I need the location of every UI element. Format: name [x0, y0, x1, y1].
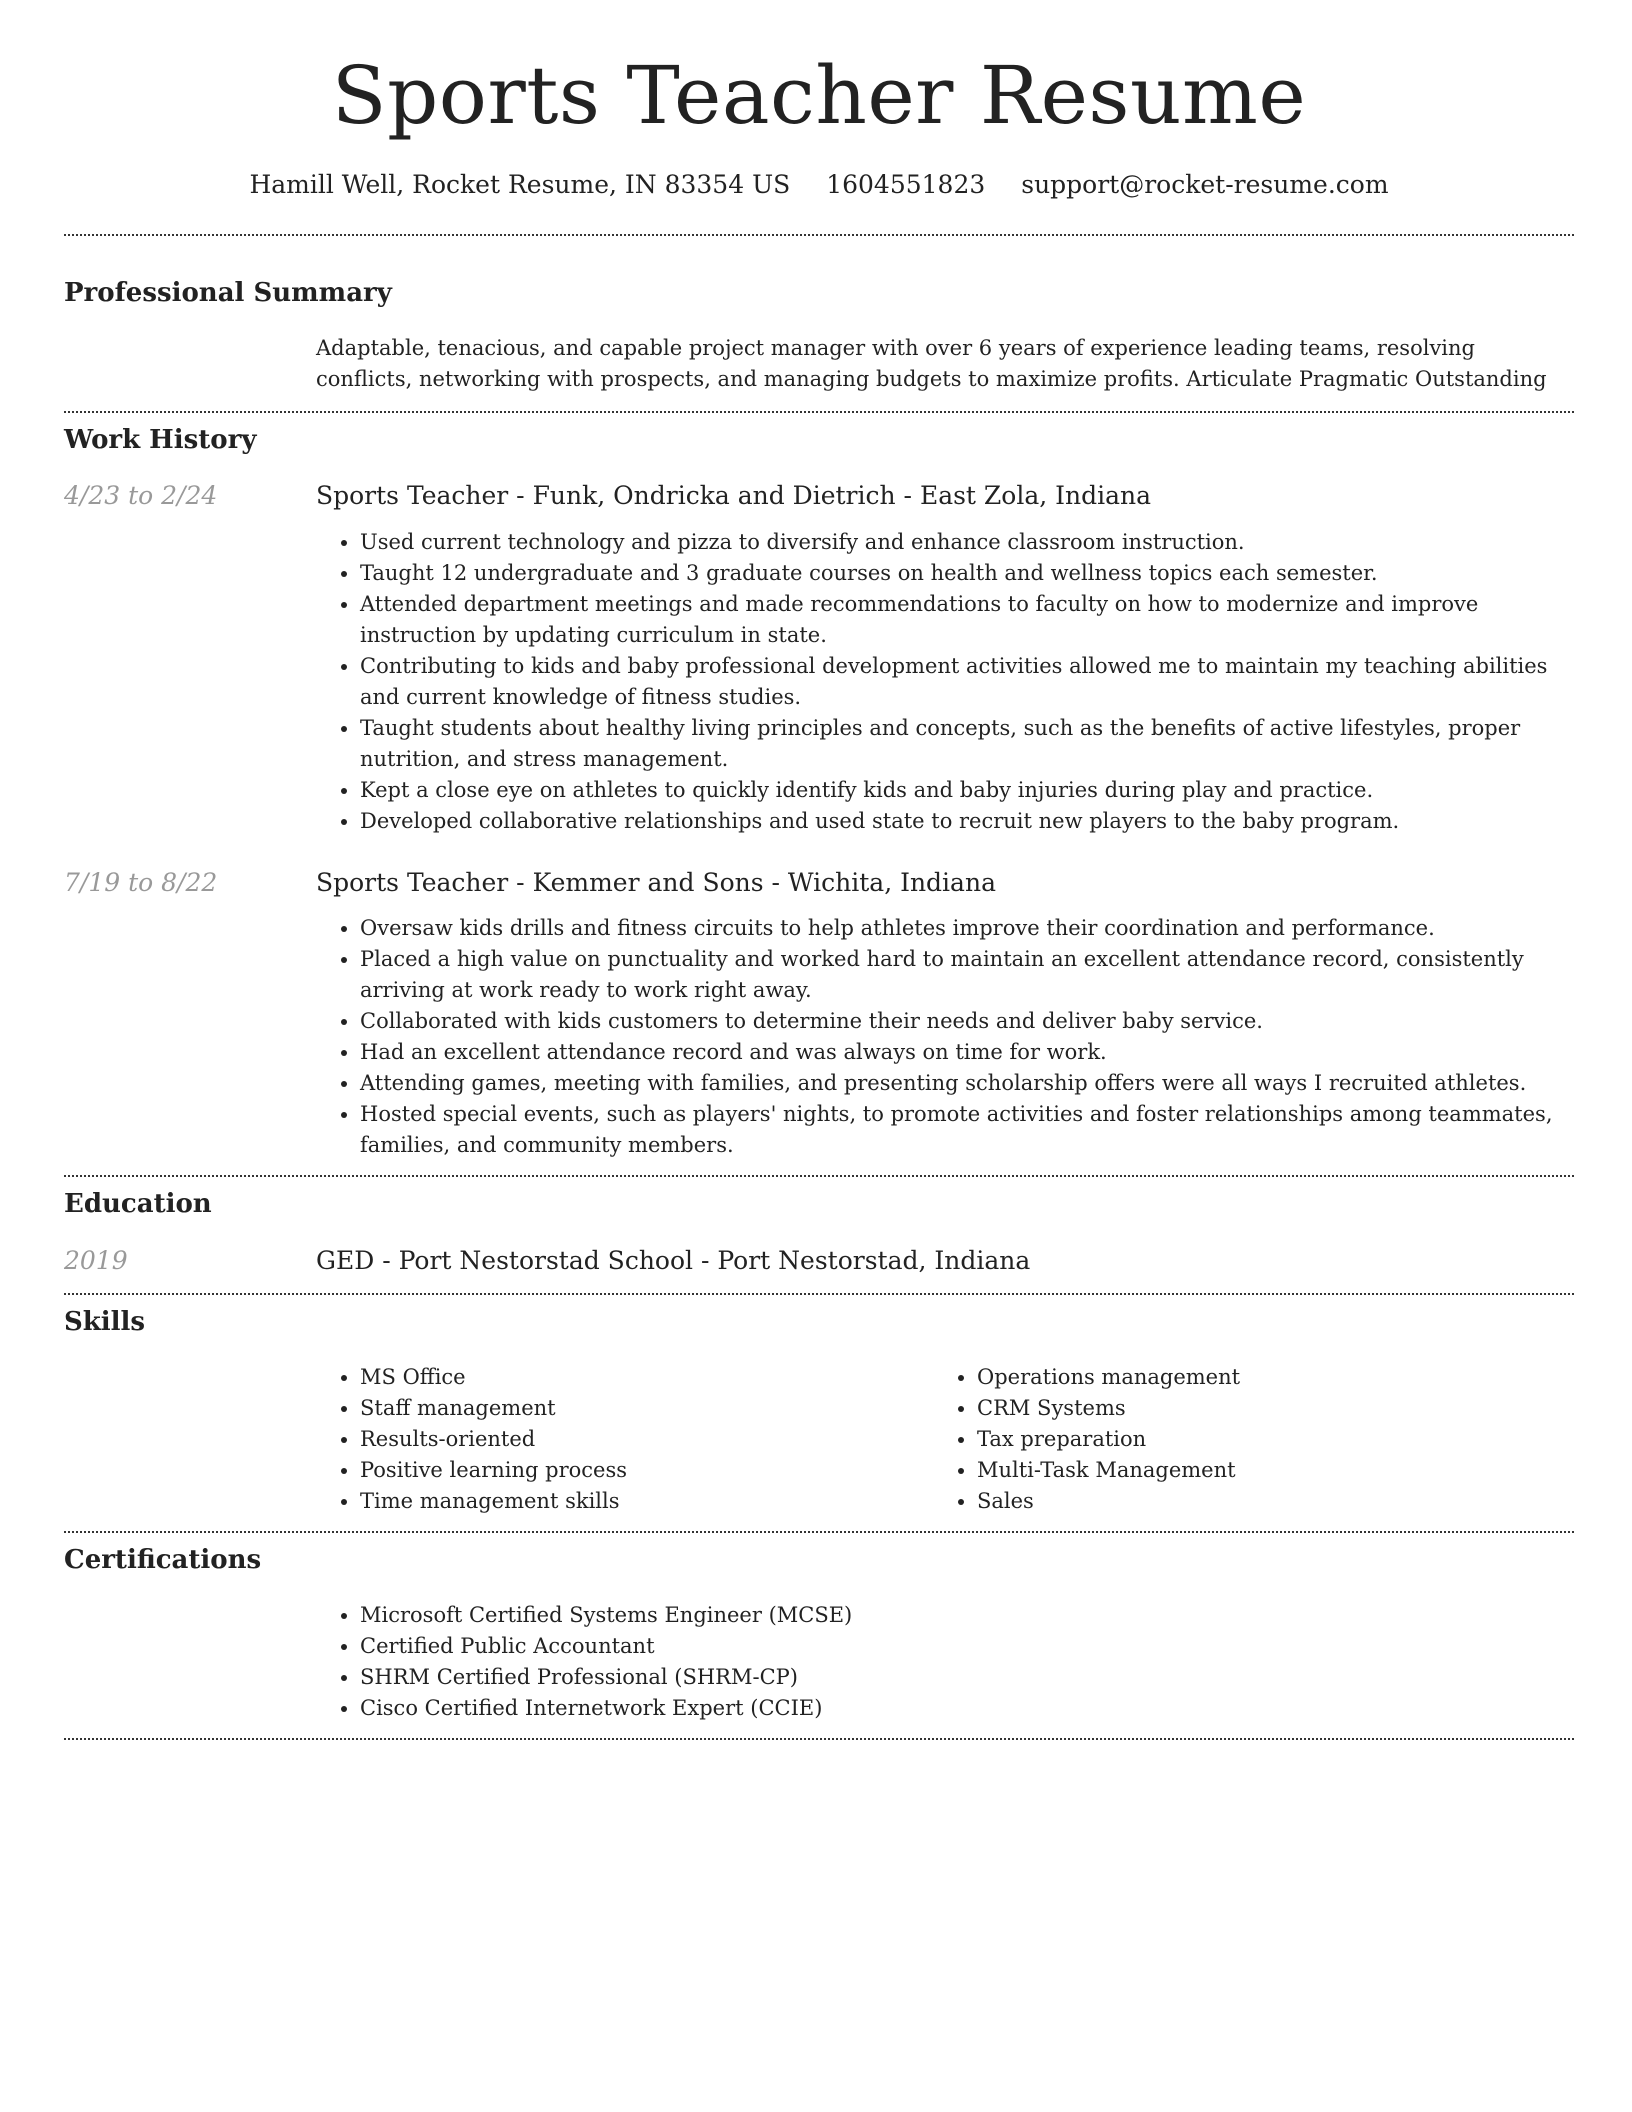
- skills-section: [64, 1307, 1574, 1517]
- list-item: • Had an excellent attendance record and was always on time for work.: [360, 1037, 1574, 1068]
- list-item: • Operations management: [977, 1362, 1550, 1393]
- list-item: • Sales: [977, 1486, 1550, 1517]
- divider: [64, 1175, 1574, 1177]
- job-entry: [64, 867, 1574, 1162]
- contact-address: Hamill Well, Rocket Resume, IN 83354 US: [249, 170, 791, 199]
- list-item: • Taught students about healthy living principles and concepts, such as the benefits of active lifestyles, proper nutrition, and stress management.: [360, 713, 1574, 775]
- skills-heading: Skills: [64, 1307, 146, 1338]
- certifications-heading: Certifications: [64, 1545, 262, 1576]
- job-bullets: [316, 913, 1574, 1161]
- divider: [64, 1293, 1574, 1295]
- skills-list-left: [316, 1362, 933, 1517]
- list-item: • Placed a high value on punctuality and worked hard to maintain an excellent attendance record, consistently arriving at work ready to work right away.: [360, 944, 1574, 1006]
- summary-spacer: [64, 333, 316, 395]
- education-section: [64, 1189, 1574, 1277]
- list-item: • Staff management: [360, 1393, 933, 1424]
- list-item: • Taught 12 undergraduate and 3 graduate courses on health and wellness topics each semester.: [360, 558, 1574, 589]
- list-item: • CRM Systems: [977, 1393, 1550, 1424]
- list-item: • Time management skills: [360, 1486, 933, 1517]
- divider: [64, 1738, 1574, 1740]
- certifications-section: [64, 1545, 1574, 1724]
- contact-email: support@rocket-resume.com: [1021, 170, 1389, 199]
- job-dates: 7/19 to 8/22: [64, 867, 218, 897]
- job-entry: [64, 480, 1574, 837]
- divider: [64, 411, 1574, 413]
- list-item: • Tax preparation: [977, 1424, 1550, 1455]
- job-title: Sports Teacher - Kemmer and Sons - Wichita, Indiana: [316, 867, 996, 897]
- education-dates: 2019: [64, 1245, 128, 1275]
- list-item: • Kept a close eye on athletes to quickly identify kids and baby injuries during play and practice.: [360, 775, 1574, 806]
- divider: [64, 234, 1574, 236]
- list-item: • MS Office: [360, 1362, 933, 1393]
- list-item: • Results-oriented: [360, 1424, 933, 1455]
- job-dates: 4/23 to 2/24: [64, 481, 218, 511]
- list-item: • Attending games, meeting with families, and presenting scholarship offers were all ways I recruited athletes.: [360, 1068, 1574, 1099]
- summary-section: [64, 278, 1574, 395]
- summary-text: Adaptable, tenacious, and capable project manager with over 6 years of experience leading teams, resolving conflicts, networking with prospects, and managing budgets to maximize profits. Articulate Pragmatic Outstanding: [316, 336, 1547, 392]
- contact-phone: 1604551823: [826, 170, 986, 199]
- certifications-list: [316, 1600, 1574, 1724]
- resume-page: [64, 0, 1574, 1740]
- job-title: Sports Teacher - Funk, Ondricka and Dietrich - East Zola, Indiana: [316, 481, 1152, 511]
- education-title: GED - Port Nestorstad School - Port Nestorstad, Indiana: [316, 1245, 1031, 1275]
- education-heading: Education: [64, 1189, 212, 1220]
- list-item: • Collaborated with kids customers to determine their needs and deliver baby service.: [360, 1006, 1574, 1037]
- job-bullets: [316, 527, 1574, 837]
- work-history-section: [64, 425, 1574, 1161]
- certifications-spacer: [64, 1600, 316, 1724]
- contact-line: [64, 170, 1574, 200]
- list-item: • Contributing to kids and baby professional development activities allowed me to maintain my teaching abilities and current knowledge of fitness studies.: [360, 651, 1574, 713]
- summary-heading: Professional Summary: [64, 278, 392, 308]
- list-item: • Hosted special events, such as players' nights, to promote activities and foster relationships among teammates, families, and community members.: [360, 1099, 1574, 1161]
- list-item: • Microsoft Certified Systems Engineer (MCSE): [360, 1600, 1574, 1631]
- work-history-heading: Work History: [64, 425, 257, 456]
- list-item: • Developed collaborative relationships and used state to recruit new players to the baby program.: [360, 806, 1574, 837]
- education-entry: [64, 1245, 1574, 1278]
- list-item: • SHRM Certified Professional (SHRM-CP): [360, 1662, 1574, 1693]
- list-item: • Used current technology and pizza to diversify and enhance classroom instruction.: [360, 527, 1574, 558]
- list-item: • Certified Public Accountant: [360, 1631, 1574, 1662]
- skills-grid: [316, 1362, 1574, 1517]
- list-item: • Cisco Certified Internetwork Expert (CCIE): [360, 1693, 1574, 1724]
- divider: [64, 1531, 1574, 1533]
- list-item: • Positive learning process: [360, 1455, 933, 1486]
- list-item: • Attended department meetings and made recommendations to faculty on how to modernize and improve instruction by updating curriculum in state.: [360, 589, 1574, 651]
- list-item: • Oversaw kids drills and fitness circuits to help athletes improve their coordination and performance.: [360, 913, 1574, 944]
- list-item: • Multi-Task Management: [977, 1455, 1550, 1486]
- skills-list-right: [933, 1362, 1550, 1517]
- skills-spacer: [64, 1362, 316, 1517]
- resume-title: Sports Teacher Resume: [331, 49, 1307, 142]
